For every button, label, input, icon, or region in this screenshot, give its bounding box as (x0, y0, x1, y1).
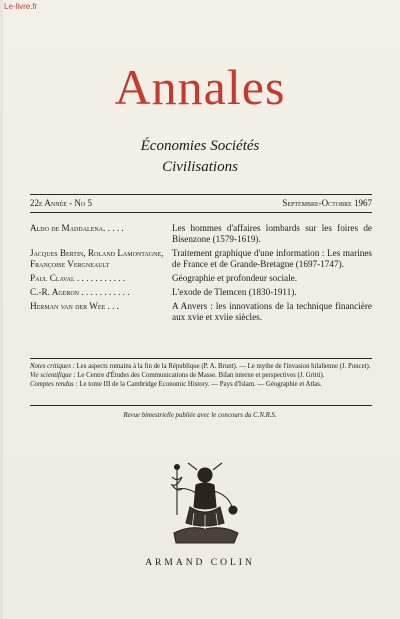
toc-entry (30, 273, 372, 284)
mercury-emblem-icon (150, 455, 260, 551)
notes-bottom-rule (30, 405, 372, 406)
note-item (30, 381, 372, 389)
toc-entry (30, 287, 372, 298)
issue-rule (30, 212, 372, 213)
toc-author: Paul Claval . . . . . . . . . . . (30, 273, 126, 283)
issue-line (30, 198, 372, 208)
note-item (30, 363, 372, 371)
toc-entry (30, 301, 372, 323)
journal-title: Annales (114, 59, 286, 115)
journal-subtitle (0, 136, 400, 178)
note-heading: Comptes rendus : (30, 381, 78, 389)
issue-date: Septembre-Octobre 1967 (282, 198, 372, 208)
toc-article-title: Les hommes d'affaires lombards sur les foires de Bisenzone (1579-1619). (172, 223, 372, 244)
seller-watermark: Le-livre.fr (4, 2, 38, 11)
toc-entry (30, 248, 372, 270)
table-of-contents (30, 223, 372, 326)
subtitle-line-1: Économies Sociétés (140, 138, 260, 154)
toc-article-title: L'exode de Tlemcen (1830-1911). (172, 287, 297, 297)
toc-article-title: Géographie et profondeur sociale. (172, 273, 298, 283)
toc-entry (30, 223, 372, 245)
note-text: Le Centre d'Études des Communications de Masse. Bilan interne et perspectives (J. Gritti). (75, 372, 325, 380)
notes-section (30, 363, 372, 391)
sponsor-notice: Revue bimestrielle publiée avec le concours du C.N.R.S. (123, 412, 277, 419)
toc-author: Aldo de Maddalena. . . . . (30, 223, 124, 233)
note-text: Les aspects romains à la fin de la République (P. A. Brunt). — Le mythe de l'invasion hilalienne (J. Poncet). (74, 363, 371, 370)
toc-author: Herman van der Wee . . . (30, 301, 120, 311)
toc-article-title: A Anvers : les innovations de la technique financière aux xvie et xviie siècles. (172, 301, 372, 322)
note-text: Le tome III de la Cambridge Economic History. — Pays d'Islam. — Géographie et Atlas. (77, 381, 322, 389)
note-item (30, 372, 372, 380)
issue-number: 22e Année - No 5 (30, 198, 92, 208)
toc-article-title: Traitement graphique d'une information : Les marines de France et de Grande-Bretagne (1697-1747). (172, 248, 372, 269)
publisher-name: ARMAND COLIN (145, 558, 255, 568)
note-heading: Notes critiques : (30, 363, 75, 370)
toc-bottom-rule (30, 358, 372, 359)
toc-author: C.-R. Ageron . . . . . . . . . . . (30, 287, 130, 297)
note-heading: Vie scientifique : (30, 372, 76, 380)
toc-author: Jacques Bertin, Roland Lamontagne, Françoise Vergneault (30, 248, 164, 269)
top-rule (30, 194, 372, 195)
subtitle-line-2: Civilisations (162, 159, 238, 175)
